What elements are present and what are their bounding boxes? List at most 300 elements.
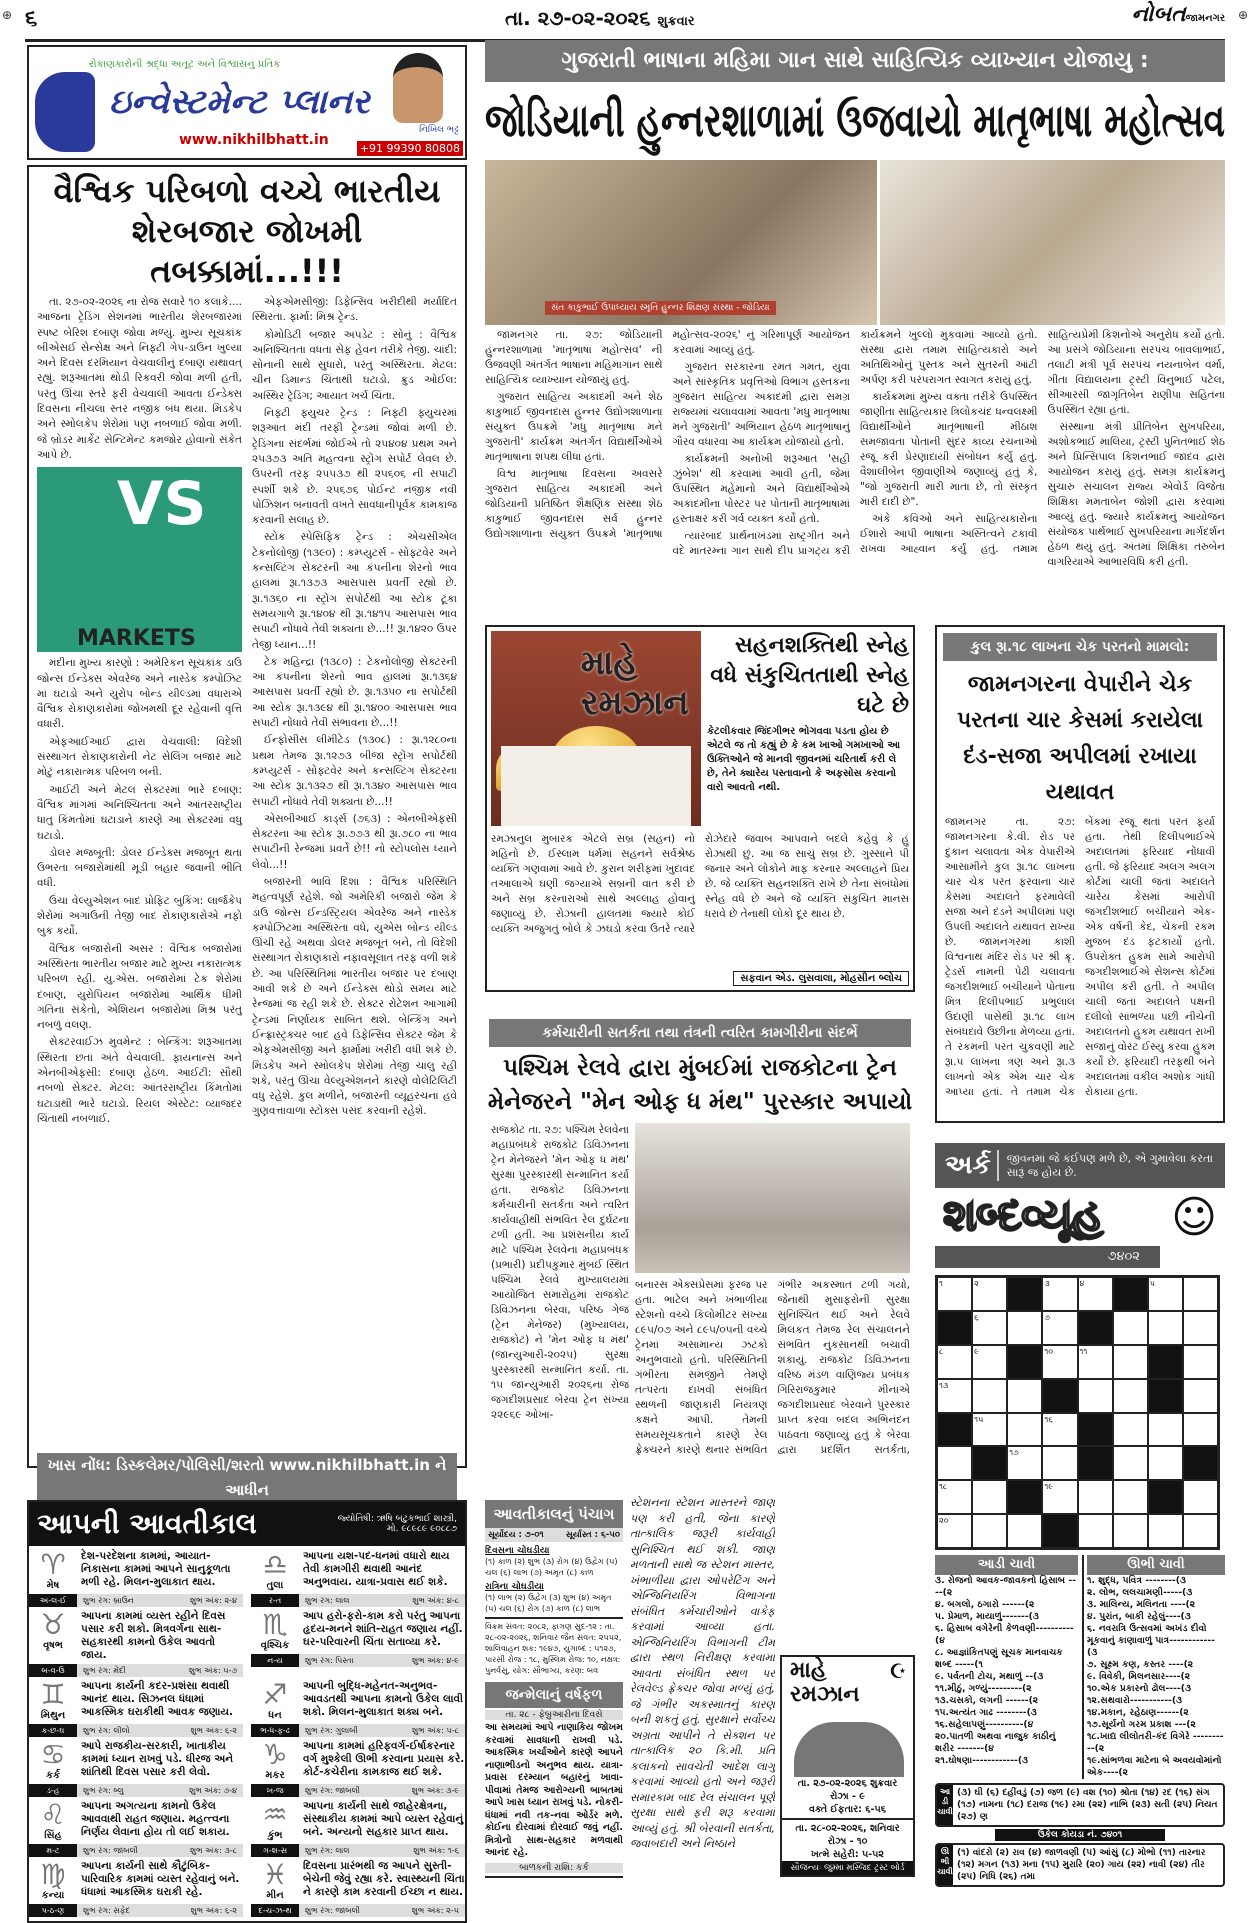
quote-label: અર્ક [939, 1150, 999, 1181]
zodiac-5-icon: ♐ [262, 1678, 288, 1711]
day-choghadiya-label: દિવસના ચોઘડીયા [485, 1546, 550, 1556]
ramzan-headline: સહનશક્તિથી સ્નેહ વધે સંકુચિતતાથી સ્નેહ ઘટે છે [710, 633, 909, 718]
cheque-article [935, 625, 1225, 1123]
award-photo [635, 1123, 910, 1273]
sign-icon-wrap [251, 1800, 299, 1842]
market-paragraph: નિફ્ટી ફ્યુચર ટ્રેન્ડ : નિફ્ટી ફ્યુચરમાં શરૂઆત મંદી તરફી ટ્રેન્ડમાં જોવાં મળી છે. ટ્રેડિંગના સંદર્ભમાં જોઈએ તો ૨૫૪૦૪ પ્રથમ અને ૨૫૩૭૩ અતિ મહત્વના સ્ટ્રોંગ સપોર્ટ લેવલ છે. ઉપરની તરફ ૨૫૫૩૭ થી ૨૫૬૦૬ ની સપાટી સ્પર્શી શકે છે. ૨૫૬૭૬ પોઈન્ટ નજીક નવી પોઝિશન બનાવતી વખતે સાવધાનીપૂર્વક કામકાજ કરવાની સલાહ છે. [252, 407, 457, 527]
sunset: સૂર્યાસ્ત : ૬-૫૦ [565, 1530, 620, 1540]
iftar-time: વક્તે ઈફતાર: ૬-૫૬ [808, 1804, 887, 1815]
crossword-cell [1007, 1311, 1042, 1345]
zodiac-8-icon: ♌ [40, 1798, 66, 1831]
sign-letters: ન-ય [251, 1654, 299, 1667]
crossword-cell [1183, 1413, 1218, 1447]
crossword-cell [1113, 1514, 1148, 1548]
ramzan-byline: સફવાન એડ. લુસવાલા, મોહસીન બ્લોચ [733, 971, 909, 986]
sign-text: આપના કામમાં વ્યસ્ત રહીને દિવસ પસાર કરી શકો. મિત્રવર્ગના સાથ-સહકારથી કામનો ઉકેલ આવતો જાય. [81, 1610, 226, 1661]
lead-paragraph: સંસ્થાના મંત્રી પ્રીતિબેન સુખપરિયા, અશોકભાઈ માલિયા, ટ્રસ્ટી પુનિતભાઈ શેઠ અને પ્રિન્સિપાલ કિશનભાઈ જાદવ દ્વારા આયોજન કરાયું હતું. સમગ્ર કાર્યક્રમનું સુચારુ સંચાલન રાજ્ય એવોર્ડ વિજેતા શિક્ષિકા મમતાબેન જોશી દ્વારા કરવામાં આવ્યું હતું. જ્યારે કાર્યક્રમનું આયોજન સંયોજક પાર્થભાઈ સુખપરિયાના માર્ગદર્શન હેઠળ થયું હતું. અંતમાં શિક્ષિકા તરુબેન વાગરિયાએ આભારવિધિ કરી હતી. [1047, 421, 1225, 568]
horoscope-title: આપની આવતીકાલ [37, 1507, 257, 1540]
crossword-cell [937, 1379, 972, 1413]
crossword-cell [1042, 1345, 1077, 1379]
sign-row [251, 1610, 465, 1652]
cell-number: ૧૭ [1009, 1448, 1019, 1458]
lucky-number: શુભ અંક: ૪-૮ [412, 1594, 465, 1607]
down-clue: ૧૮.ખાદ્ય લીલોતરી-કંદ વિગેરે ----------(૨ [1087, 1731, 1224, 1754]
crossword-cell [1042, 1311, 1077, 1345]
investment-planner-ad [27, 45, 467, 160]
rambox-title: માહે રમઝાન [790, 1658, 860, 1707]
horoscope-sign [29, 1800, 243, 1857]
crossword-cell [972, 1413, 1007, 1447]
ad-brand: ઇન્વેસ્ટમેન્ટ પ્લાનર [109, 82, 370, 122]
down-clue: ૪. પુરાંત, બાકી રહેલું----(૩ [1087, 1611, 1191, 1622]
day-text: શુક્રવાર [657, 14, 695, 29]
sign-letters: ખ-જ [251, 1784, 299, 1797]
down-clue: ૧૯.સાંભળવા માટેના બે અવયવોમાંનો એક----(૨ [1087, 1755, 1222, 1778]
sign-name: મીન [266, 1890, 284, 1901]
newspaper-logo [1132, 2, 1226, 27]
cartoon-face-icon: ☺ [1171, 1192, 1217, 1243]
crossword-cell [937, 1345, 972, 1379]
birthday-text: આ સમયમાં આપે નાણાકિય જોખમ કરવામાં સાવધાની રાખવી પડે. આકસ્મિક ખર્ચાઓને કારણે આપને નાણાભીડનો અનુભવ થાય. યાત્રા-પ્રવાસ દરમ્યાન બહારનું ખાવા-પીવામાં તેમજ આરોગ્યની બાબતમાં આપે ખાસ ધ્યાન રાખવું પડે. નોકરી-ધંધામાં નવી તક-નવા ઓર્ડર મળે. કોઈના દોરવામાં દોરવાઈ જવું નહીં. મિત્રોનો સાથ-સહકાર મળવાથી આનંદ રહે. [485, 1722, 623, 1858]
sign-text: દિવસના પ્રારંભથી જ આપને સુસ્તી-બેચેની જેવું રહ્યા કરે. સ્વાસ્થ્યની ચિંતા ને કારણે કામ કરવાની ઈચ્છા ન થાય. [303, 1860, 465, 1898]
lucky-color: શુભ રંગ: લાલ [299, 1594, 412, 1607]
birthday-forecast [485, 1682, 623, 1878]
portrait-photo [393, 53, 443, 123]
horoscope-section [27, 1500, 467, 1923]
cell-number: ૧ [939, 1279, 943, 1288]
sign-info-bar [29, 1594, 243, 1607]
sign-icon-wrap [251, 1550, 299, 1592]
cell-number: ૩ [1044, 1279, 1050, 1288]
lucky-color: શુભ રંગ: બ્રાઉન [77, 1594, 190, 1607]
black-cell [1148, 1480, 1183, 1514]
market-paragraph: વૈશ્વિક બજારોની અસર : વૈશ્વિક બજારોમાં અસ્થિરતા ભારતીય બજાર માટે મુખ્ય નકારાત્મક પરિબળ રહી. યુ.એસ. બજારોમાં ટેક શેરોમાં દબાણ, યુરોપિયન બજારોમાં આર્થિક ધીમી ગતિના સંકેતો, એશિયન બજારોમાં મિશ્ર પરંતુ નબળું વલણ. [37, 942, 242, 1032]
down-clue: ૧૦.એક પ્રકારનો ઢોલ----(૩ [1087, 1683, 1192, 1694]
across-clue: ૨૧.ઘોષણા------------(૩ [935, 1755, 1029, 1766]
sign-info-bar [251, 1724, 465, 1737]
rail-body-3: સ્ટેશનના સ્ટેશન માસ્તરને જાણ પણ કરી હતી, જેના કારણે તાત્કાલિક જરૂરી કાર્યવાહી સુનિશ્ચિત થઈ શકી. જાણ મળતાની સાથે જ સ્ટેશન માસ્તર, ખંભાળીયા દ્વારા ઓપરેટિંગ અને એન્જિનિયરિંગ વિભાગના સંબંધિત કર્મચારીઓને વાકેફ કરવામાં આવ્યા હતા. એન્જિનિયરિંગ વિભાગની ટીમ દ્વારા સ્થળ નિરીક્ષણ કરવામાં આવતા સંબંધિત સ્થળ પર રેલવેલ્ડ ફ્રેક્ચર જોવા મળ્યું હતું, જે ગંભીર અકસ્માતનું કારણ બની શકતું હતું. સુરક્ષાને સર્વોચ્ચ અગ્રતા આપીને તે સેક્શન પર તાત્કાલિક ૨૦ કિ.મી. પ્રતિ કલાકનો સાવચેતી આદેશ લાગુ કરવામાં આવ્યો હતો અને જરૂરી સમારકામ બાદ રેલ સંચાલન પૂર્ણ સુરક્ષા સાથે ફરી શરૂ કરવામાં આવ્યું હતું. શ્રી બેરવાની સતર્કતા, જવાબદારી અને નિષ્ઠાને [630, 1496, 775, 1850]
market-paragraph: સેક્ટરવાઈઝ મુવમેન્ટ : બેન્કિંગ: શરૂઆતમાં સ્થિરતા છતાં અંતે વેચવાલી. ફાયનાન્સ અને એનબીએફસી: દબાણ હેઠળ. આઈટી: સૌથી નબળો સેક્ટર. મેટલ: આંતરરાષ્ટ્રીય કિંમતોમાં ઘટાડાથી ભારે ઘટાડો. રિયલ એસ્ટેટ: વ્યાજદર ચિંતાથી નબળાઈ. [37, 1036, 242, 1125]
astrologer-phone: મો. ૯૮૯૮૯ ૯૦૮૮૭ [387, 1524, 457, 1534]
market-paragraph: મંદીના મુખ્ય કારણો : અમેરિકન સૂચકાંક ડાઉ જોન્સ ઈન્ડેક્સ એવરેજ અને નાસ્ડેક કમ્પોઝિટ માં ઘટાડો અને યુરોપ બોન્ડ યીલ્ડમાં વધારાએ વૈશ્વિક રોકાણકારોમાં જોખમથી દૂર રહેવાની વૃત્તિ વધારી. [37, 657, 242, 731]
ans-across-label: આડી ચાવી [937, 1785, 953, 1825]
across-clue: ૨૦.પાતળી અથવા નાજુક કાઠીનું શરીર -------(૪ [935, 1731, 1056, 1754]
ad-url: www.nikhilbhatt.in [179, 132, 329, 148]
photo-banner-text: સંત કાકુભાઈ ઉપાધ્યાય સ્મૃતિ હુન્નર શિક્ષણ સંસ્થા - જોડિયા [545, 301, 776, 315]
black-cell [1148, 1345, 1183, 1379]
down-clue: ૧૭.સૂર્યનો ગરમ પ્રકાશ ---(૨ [1087, 1719, 1196, 1730]
down-clue: ૬. નવરાત્રિ ઉત્સવમાં અખંડ દીવો મૂકવાનું કાણાવાળું પાત્ર------------(૩ [1087, 1623, 1215, 1658]
down-clue: ૨. લોભ, લલચામણી-----(૩ [1087, 1587, 1193, 1598]
sign-name: કન્યા [41, 1890, 65, 1901]
sign-text: આપે રાજકીય-સરકારી, ખાતાકીય કામમાં ધ્યાન રાખવું પડે. ધીરજ અને શાંતિથી દિવસ પસાર કરી લેવો. [81, 1740, 234, 1778]
market-paragraph: કોમોડિટી બજાર અપડેટ : સોનું : વૈશ્વિક અનિશ્ચિતતા વધતા સેફ હેવન તરીકે તેજી. ચાંદી: સોનાની સાથે સુધારો, પરંતુ અસ્થિરતા. મેટલ: ચીન ડિમાન્ડ ચિંતાથી ઘટાડો. ક્રુડ ઓઈલ: અસ્થિર ટ્રેડિંગ; આયાત ખર્ચ ચિંતા. [252, 328, 457, 402]
market-paragraph: બજારની ભાવિ દિશા : વૈશ્વિક પરિસ્થિતિ મહત્વપૂર્ણ રહેશે. જો અમેરિકી બજારો જેમ કે ડાઉ જોન્સ ઈન્ડસ્ટ્રિયલ એવરેજ અને નાસ્ડેક કમ્પોઝિટમાં અસ્થિરતા વધે, યુએસ બોન્ડ યીલ્ડ ઊંચી રહે અથવા ડોલર મજબૂત બને, તો વિદેશી સંસ્થાગત રોકાણકારો નફાવસૂલાત તરફ વળી શકે છે. આ પરિસ્થિતિમાં ભારતીય બજાર પર દબાણ આવી શકે છે અને ઈન્ડેક્સ થોડો સમય માટે રેન્જમાં જ રહી શકે છે. સેક્ટર રોટેશન આગામી ટ્રેન્ડમાં નિર્ણાયક સાબિત થશે. બેન્કિંગ અને ઈન્ફ્રાસ્ટ્રક્ચર બાદ હવે ડિફેન્સિવ સેક્ટર જેમ કે એફએમસીજી અને ફાર્મામાં ખરીદી વધી શકે છે. મિડકેપ અને સ્મોલકેપ શેરોમાં તેજી ચાલુ રહી શકે, પરંતુ ઊંચા વેલ્યુએશનને કારણે વોલેટિલિટી વધુ રહેશે. કુલ મળીને, બજારની વ્યૂહરચના હવે ગુણવત્તાવાળા સ્ટોક્સ પસંદ કરવાની રહેશે. [252, 875, 457, 1118]
sign-name: વૃષભ [43, 1640, 63, 1651]
horoscope-grid [29, 1546, 465, 1921]
sign-text: આપના કાર્યની સાથે જાહેરક્ષેત્રના, સંસ્થાકીય કામમાં આપે વ્યસ્ત રહેવાનું બને. અન્યનો સહકાર પ્રાપ્ત થાય. [303, 1800, 464, 1838]
across-clue: ૮. આજ્ઞાંકિતપણું સૂચક માનવાચક શબ્દ -----(૧ [935, 1647, 1063, 1670]
issue-date [505, 6, 695, 30]
cell-number: ૧૮ [939, 1482, 948, 1492]
sign-letters: ગ-શ-સ [251, 1844, 299, 1857]
crossword-cell [1113, 1480, 1148, 1514]
crossword-cell [937, 1480, 972, 1514]
black-cell [1007, 1345, 1042, 1379]
sign-row [29, 1800, 243, 1842]
crossword-cell [1148, 1277, 1183, 1311]
rambox-sponsor: સૌજન્યઃ જુમ્મા મસ્જિદ ટ્રસ્ટ બોર્ડ [782, 1861, 913, 1875]
crossword-cell [1148, 1311, 1183, 1345]
ramzan-body: રમઝાનુલ મુબારક એટલે સબ્ર (સહન) નો મહિનો છે. ઈસ્લામ ધર્મમાં સહનને સર્વશ્રેષ્ઠ વ્યક્તિ ગણવામાં આવે છે. કુરાન શરીફમાં ખુદાવંદ તઆલાએ ઘણી જગ્યાએ સબ્રની વાત કરી છે અને સબ્ર કરનારાઓ સાથે અલ્લાહ હોવાનું જણાવ્યું છે. રોઝાની હાલતમાં જ્યારે કોઈ વ્યક્તિ અજુગતું બોલે કે ઝઘડો કરવા ઉતરે ત્યારે રોઝેદારે જવાબ આપવાને બદલે કહેવું કે હું રોઝાથી છું. આ જ સાચું સબ્ર છે. ગુસ્સાને પી જનાર અને લોકોને માફ કરનાર અલ્લાહને પ્રિય છે. જે વ્યક્તિ સહનશક્તિ રાખે છે તેના સંબંધોમાં સ્નેહ વધે છે અને જે વ્યક્તિ સંકુચિત માનસ ધરાવે છે તેનાથી લોકો દૂર થાય છે. [491, 833, 909, 935]
crossword-cell [1183, 1311, 1218, 1345]
child-rashi: બાળકની રાશિ: કર્ક [485, 1863, 623, 1873]
zodiac-7-icon: ♑ [262, 1738, 288, 1771]
crossword-cell [1078, 1480, 1113, 1514]
roza-2: રોઝા - ૧૦ [827, 1836, 868, 1847]
crossword-cell [1113, 1446, 1148, 1480]
horoscope-sign [251, 1610, 465, 1677]
market-paragraph: સ્ટોક સ્પેસિફિક ટ્રેન્ડ : એચસીએલ ટેકનોલોજી (૧૩૯૦) : કમ્પ્યુટર્સ - સોફ્ટવેર અને કન્સલ્ટિંગ સેક્ટરની આ કંપનીના શેરનો ભાવ હાલમાં રૂા.૧૩૭૩ આસપાસ પ્રવર્તી રહ્યો છે. રૂા.૧૩૬૦ ના સ્ટ્રોંગ સપોર્ટથી આ સ્ટોક ટૂંકા સમયગાળે રૂા.૧૪૦૪ થી રૂા.૧૪૧૫ આસપાસ ભાવ સપાટી નોંધાવે તેવી શક્યતા છે...!! રૂા.૧૪૨૦ ઉપર તેજી ધ્યાન...!! [252, 531, 457, 651]
zodiac-10-icon: ♍ [40, 1858, 66, 1891]
cell-number: ૧૦ [1044, 1346, 1054, 1356]
horoscope-sign [29, 1610, 243, 1677]
sign-icon-wrap [29, 1550, 77, 1592]
crossword-cell [1148, 1446, 1183, 1480]
lucky-color: શુભ રંગ: મેંદી [77, 1664, 189, 1677]
cell-number: ૧૧ [1079, 1346, 1088, 1356]
cell-number: ૨૦ [939, 1516, 949, 1526]
sign-info-bar [29, 1784, 243, 1797]
lucky-color: શુભ રંગ: જાંબલી [299, 1784, 412, 1797]
market-paragraph: ઉંચા વેલ્યુએશન બાદ પ્રોફિટ બુકિંગ: લાર્જકેપ શેરોમાં અગાઉની તેજી બાદ રોકાણકારોએ નફો બુક કર્યો. [37, 894, 242, 938]
crossword-cell [1113, 1311, 1148, 1345]
cell-number: ૧૬ [1044, 1414, 1053, 1424]
sign-text: આપના કાર્યની સાથે કૌટુંબિક-પારિવારિક કામમાં વ્યસ્ત રહેવાનું બને. ધંધામાં આકસ્મિક ઘરાકી રહે. [81, 1860, 240, 1898]
lead-body [485, 328, 1225, 618]
sign-row [251, 1740, 465, 1782]
lucky-number: શુભ અંક: ૭-૪ [189, 1784, 243, 1797]
down-clue: ૧૨.સથવારો-----------(૩ [1087, 1695, 1183, 1706]
sign-icon-wrap [251, 1610, 299, 1652]
ad-name: નિખિલ ભટ્ટ [419, 125, 459, 135]
zodiac-4-icon: ♊ [40, 1678, 66, 1711]
market-paragraph: એસબીઆઈ કાર્ડ્સ (૭૬૩) : એનબીએફસી સેક્ટરના આ સ્ટોક રૂા.૭૭૩ થી રૂા.૭૮૦ ના ભાવ સપાટીની રેન્જમાં પ્રવર્તે છે!! નો સ્ટોપલોસ ધ્યાને લેવો...!! [252, 812, 457, 871]
cell-number: ૧૯ [1044, 1482, 1054, 1492]
crossword-cell [1078, 1277, 1113, 1311]
sign-letters: દ-ચ-ઝ-થ [251, 1904, 299, 1917]
crossword-grid [935, 1275, 1220, 1550]
black-cell [1183, 1446, 1218, 1480]
sign-name: વૃશ્ચિક [260, 1640, 290, 1651]
sign-text: આપ હરો-ફરો-કામ કરો પરંતુ આપના હૃદય-મનને શાંતિ-રાહત જણાય નહીં. ઘર-પરિવારની ચિંતા સતાવ્યા કરે. [303, 1610, 463, 1648]
vs-markets-image [37, 467, 242, 652]
black-cell [937, 1311, 972, 1345]
crossword-cell [937, 1446, 972, 1480]
zodiac-6-icon: ♋ [40, 1738, 66, 1771]
lucky-number: શુભ અંક: ૧-૬ [413, 1844, 465, 1857]
lucky-number: શુભ અંક: ૬-૨ [191, 1724, 244, 1737]
lucky-number: શુભ અંક: ૫-૮ [412, 1724, 465, 1737]
market-paragraph: ઈન્ફોસીસ લીમીટેડ (૧૩૦૮) : રૂા.૧૨૮૦ના પ્રથમ તેમજ રૂા.૧૨૭૩ બીજા સ્ટ્રોંગ સપોર્ટથી કમ્પ્યુટર્સ - સોફ્ટવેર અને કન્સલ્ટિંગ સેક્ટરના આ સ્ટોક રૂા.૧૩૨૭ થી રૂા.૧૩૪૦ આસપાસ ભાવ સપાટી નોંધાવે તેવી શક્યતા છે...!! [252, 734, 457, 808]
across-clue: ૧૩.ચસકો, લગની ------(૨ [935, 1695, 1039, 1706]
sign-name: ધન [268, 1710, 282, 1721]
logo-text: નોબત [1131, 2, 1186, 27]
lead-paragraph: ગુજરાત સરકારના રમત ગમત, યુવા અને સાંસ્કૃતિક પ્રવૃત્તિઓ વિભાગ હસ્તકના ગુજરાત સાહિત્ય અકાદમી દ્વારા સમગ્ર રાજ્યમાં ચલાવવામાં આવતા 'મધુ માતૃભાષા મને ગુજરાતી' અભિયાન હેઠળ માતૃભાષાનું ગૌરવ વધારવા આ કાર્યક્રમ યોજાયો હતો. [672, 361, 850, 448]
crossword-cell [972, 1345, 1007, 1379]
previous-solution [935, 1783, 1225, 1887]
ad-tagline: રોકાણકારોની શ્રદ્ધા અતૂટ અને વિશ્વાસનું પ્રતિક [89, 59, 281, 70]
cell-number: ૮ [939, 1346, 944, 1356]
horoscope-sign [251, 1680, 465, 1737]
sign-letters: ક-છ-ઘ [29, 1724, 77, 1737]
sign-text: આપના કામમાં હરિફવર્ગ-ઈર્ષાકરનાર વર્ગ મુશ્કેલી ઊભી કરવાના પ્રયાસ કરે. કોર્ટ-કચેરીના કામકાજ થઈ શકે. [303, 1740, 465, 1778]
crossword-cell [1113, 1413, 1148, 1447]
horoscope-sign [251, 1740, 465, 1797]
lead-paragraph: વિશ્વ માતૃભાષા દિવસના અવસરે ગુજરાત સાહિત્ય અકાદમી અને જોડિયાની પ્રતિષ્ઠિત શૈક્ષણિક સંસ્થા શેઠ કાકુભાઈ જીવનદાસ સર્વ હુન્નર ઉદ્યોગશાળાના સંયુક્ત ઉપક્રમે 'માતૃભાષા મહોત્સવ-૨૦૨૬' નું ગરિમાપૂર્ણ આયોજન કરવામાં આવ્યું હતું. [485, 329, 850, 540]
black-cell [1007, 1480, 1042, 1514]
crossword-cell [1183, 1277, 1218, 1311]
lucky-number: શુભ અંક: ૬-૨ [191, 1904, 244, 1917]
across-clue: ૬. હિસાબ વગેરેની કેળવણી----------(૪ [935, 1623, 1074, 1646]
ramzan-image-title: માહે રમઝાન [581, 643, 689, 723]
ans-down-label: ઊભી ચાવી [937, 1845, 953, 1885]
black-cell [1078, 1311, 1113, 1345]
ad-phone: +91 99390 80808 [357, 141, 463, 156]
sign-row [29, 1550, 243, 1592]
sign-text: આપના યશ-પદ-ધનમાં વધારો થાય તેવી કામગીરી થવાથી આનંદ અનુભવાય. યાત્રા-પ્રવાસ થઈ શકે. [303, 1550, 450, 1588]
lucky-number: શુભ અંક: ૫-૭ [189, 1664, 243, 1677]
registration-mark: ⊕ [2, 8, 13, 22]
lucky-number: શુભ અંક: ૩-૯ [412, 1784, 465, 1797]
cheque-body: જામનગર તા. ૨૭: જામનગરના કે.વી. રોડ પર દુકાન ચલાવતા એક વેપારીએ આસામીને કુલ રૂા.૧૮ લાખના ચાર ચેક પરત ફરવાના ચાર કેસમાં અદાલતે ફરમાવેલી સજા અને દંડને અપીલમાં પણ ઉપલી અદાલતે યથાવત રાખ્યા છે. જામનગરમાં કાશી વિશ્વનાથ મંદિર રોડ પર શ્રી ક્રૃ. ટ્રેડર્સ નામની પેઢી ચલાવતા જગદીશભાઈ બચીયાને પોતાના મિત્ર દિલીપભાઈ પ્રભુલાલ ઉદાણી પાસેથી રૂા.૧૮ લાખ સંબંધદાવે ઉછીના મેળવ્યા હતાં. તે રકમની પરત ચુકવણી માટે રૂા.૫ લાખના ત્રણ અને રૂા.૩ લાખનો એક એમ ચાર ચેક આપ્યા હતાં. તે તમામ ચેક બેંકમાં રજૂ થતાં પરત ફર્યા હતા. તેથી દિલીપભાઈએ અદાલતમાં ફરિયાદ નોંધાવી હતી. જે ફરિયાદ અલગ અલગ કોર્ટમાં ચાલી જતાં અદાલતે ચારેય કેસમાં આરોપી જગદીશભાઈ બચીયાને એક-એક વર્ષની કેદ, ચેકની રકમ મુજબ દંડ ફટકાર્યો હતો. ઉપરોક્ત હુકમ સામે આરોપી જગદીશભાઈએ સેશન્સ કોર્ટમાં અપીલ કરી હતી. તે અપીલ ચાલી જતાં અદાલતે પક્ષની દલીલો સાંભળ્યા પછી નીચેની અદાલતનો હુકમ યથાવત રાખી સજાનું વોરંટ ઈસ્યુ કરવા હુકમ કર્યો છે. ફરિયાદી તરફથી બંને અદાલતમાં વકીલ અશોક ગાંધી રોકાયા હતા. [945, 816, 1215, 1098]
lucky-color: શુભ રંગ: જાંબલી [299, 1904, 412, 1917]
horoscope-sign [29, 1740, 243, 1797]
event-photo-stage [485, 160, 877, 325]
bull-icon [35, 72, 95, 152]
black-cell [1113, 1277, 1148, 1311]
sign-name: મેષ [46, 1580, 60, 1591]
lucky-color: શુભ રંગ: પિસ્તા [299, 1654, 412, 1667]
sign-letters: બ-વ-ઉ [29, 1664, 77, 1677]
sign-name: તુલા [266, 1580, 284, 1591]
rail-body-1: રાજકોટ તા. ૨૭: પશ્ચિમ રેલવેના મહાપ્રબંધકે રાજકોટ ડિવિઝનના ટ્રેન મેનેજરને 'મેન ઓફ ધ મંથ' સુરક્ષા પુરસ્કારથી સન્માનિત કર્યા હતા. રાજકોટ ડિવિઝનના કર્મચારીની સતર્કતા અને ત્વરિત કાર્યવાહીથી સંભવિત રેલ દુર્ઘટના ટળી હતી. આ પ્રશંસનીય કાર્ય માટે પશ્ચિમ રેલવેના મહાપ્રબંધક (પ્રભારી) પ્રદીપકુમાર મુંબઈ સ્થિત પશ્ચિમ રેલવે મુખ્યાલયમાં આયોજિત સમારોહમાં રાજકોટ ડિવિઝનના બેરવા, પરિષ્ઠ ગેજ (ટ્રેન મેનેજર) (મુખ્યાલય, રાજકોટ) ને 'મેન ઓફ ધ મંથ' (જાન્યુઆરી-૨૦૨૫) સુરક્ષા પુરસ્કારથી સન્માનિત કર્યા. તા. ૧૫ જાન્યુઆરી ૨૦૨૬ના રોજ જગદીશપ્રસાદ બેરવા ટ્રેન સંખ્યા ૨૨૯૬૯ ઓખા- [491, 1124, 629, 1421]
market-body [37, 295, 457, 1460]
mosque-icon [782, 1657, 913, 1777]
cell-number: ૯ [974, 1346, 979, 1356]
market-paragraph: તા. ૨૭-૦૨-૨૦૨૬ ના રોજ સવારે ૧૦ કલાકે.... આજના ટ્રેડિંગ સેશનમાં ભારતીય શેરબજારમાં સ્પષ્ટ બેરિશ દબાણ જોવા મળ્યું. મુખ્ય સૂચકાંક બીએસઈ સેન્સેક્ષ અને નિફ્ટી ગેપ-ડાઉન ખુલ્યા અને દિવસ દરમિયાન વેચવાલીનું દબાણ યથાવત્ રહ્યું. શરૂઆતમાં થોડી રિકવરી જોવા મળી હતી, પરંતુ ઊંચા સ્તરે ફરી વેચવાલી આવતા ઈન્ડેક્સ દિવસના નીચલા સ્તર નજીક બંધ થયા. મિડકેપ અને સ્મોલકેપ શેરોમાં પણ નબળાઈ જોવા મળી. જે બ્રોડર માર્કેટ સેન્ટિમેન્ટ કમજોર હોવાનો સંકેત આપે છે. [37, 296, 242, 461]
cell-number: ૭ [1044, 1312, 1050, 1322]
black-cell [1042, 1514, 1077, 1548]
sign-letters: ભ-ધ-ફ-ઢ [251, 1724, 299, 1737]
astrologer-name: જ્યોતિષી: ઋષિ બટુકભાઈ શાસ્ત્રી, [337, 1514, 457, 1524]
sign-info-bar [251, 1844, 465, 1857]
sign-letters: ડ-હ [29, 1784, 77, 1797]
birthday-date: તા. ૨૮ - ફેબ્રુઆરીના દિવસે [485, 1710, 623, 1720]
ramzan-date-1: તા. ૨૭-૦૨-૨૦૨૬ શુક્રવાર [797, 1778, 898, 1789]
crossword-title: શબ્દવ્યૂહ [943, 1190, 1103, 1241]
cell-number: ૪ [1079, 1279, 1085, 1288]
ramzan-date-2: તા. ૨૮-૦૨-૨૦૨૬, શનિવાર [795, 1823, 900, 1834]
sign-row [29, 1740, 243, 1782]
horoscope-sign [251, 1860, 465, 1917]
sign-icon-wrap [29, 1610, 77, 1662]
lucky-color: શુભ રંગ: લાલ [299, 1844, 413, 1857]
sign-letters: અ-લ-ઈ [29, 1594, 77, 1607]
across-title: આડી ચાવી [935, 1555, 1078, 1575]
black-cell [1042, 1379, 1077, 1413]
crossword-cell [1042, 1413, 1077, 1447]
crossword-clues-and-solution [935, 1555, 1225, 1889]
sign-icon-wrap [29, 1740, 77, 1782]
ramzan-article [485, 625, 915, 992]
markets-label: MARKETS [77, 625, 196, 651]
sign-text: આપના અગત્યના કામનો ઉકેલ આવવાથી રાહત જણાય. મહત્ત્વના નિર્ણય લેવાના હોય તો લઈ શકાય. [81, 1800, 230, 1838]
lucky-number: શુભ અંક: ૩-૮ [190, 1844, 243, 1857]
sign-row [251, 1800, 465, 1842]
sign-name: મકર [265, 1770, 285, 1781]
down-clue: ૧૪.મકાન, રહેઠાણ------(૨ [1087, 1707, 1189, 1718]
black-cell [1078, 1413, 1113, 1447]
sign-info-bar [251, 1654, 465, 1667]
solution-label: ઉકેલ કોયડા નં. ૭૪૦૧ [995, 1829, 1165, 1841]
market-paragraph: એફઆઈઆઈ દ્વારા વેચવાલી: વિદેશી સંસ્થાગત રોકાણકારોની નેટ સેલિંગ બજાર માટે મોટું નકારાત્મક પરિબળ બની. [37, 735, 242, 779]
crossword-cell [1042, 1480, 1077, 1514]
market-paragraph: ટેક મહિન્દ્રા (૧૩૮૦) : ટેકનોલોજી સેક્ટરની આ કંપનીના શેરનો ભાવ હાલમાં રૂા.૧૩૬૪ આસપાસ પ્રવર્તી રહ્યો છે. રૂા.૧૩૫૦ ના સપોર્ટથી આ સ્ટોક રૂા.૧૩૯૪ થી રૂા.૧૪૦૦ આસપાસ ભાવ સપાટી નોંધાવે તેવી સંભાવના છે...!! [252, 655, 457, 730]
zodiac-9-icon: ♒ [262, 1798, 288, 1831]
crossword-cell [972, 1514, 1007, 1548]
ramzan-lead: કેટલીકવાર જિંદગીભર ભોગવવા પડતા હોય છે એટલે જ તો કહ્યું છે કે કમ ખાઓ ગમખાઓ આ ઉક્તિઓને જે માનવી જીવનમાં ચરિતાર્થ કરી લે છે, તેને ક્યારેય પસ્તાવાનો કે અફસોસ કરવાનો વારો આવતો નથી. [707, 726, 901, 793]
rail-headline: પશ્ચિમ રેલવે દ્વારા મુંબઈમાં રાજકોટના ટ્રેન મેનેજરને "મેન ઓફ ધ મંથ" પુરસ્કાર અપાયો [487, 1055, 913, 1115]
sign-icon-wrap [29, 1800, 77, 1842]
sign-info-bar [29, 1724, 243, 1737]
zodiac-0-icon: ♈ [40, 1548, 66, 1581]
zodiac-3-icon: ♏ [262, 1608, 288, 1641]
sign-letters: ર-ત [251, 1594, 299, 1607]
lucky-color: શુભ રંગ: જાંબલી [77, 1844, 190, 1857]
mosque-illustration [491, 631, 701, 826]
sehri-time: ખત્મે સહેરી: ૫-૫૨ [811, 1849, 884, 1860]
page-number: ૬ [25, 6, 38, 31]
cell-number: ૬ [974, 1312, 979, 1322]
sign-info-bar [251, 1784, 465, 1797]
panchang-box [485, 1500, 623, 1676]
crossword-cell [972, 1311, 1007, 1345]
panchang-info: વિક્રમ સંવત: ૨૦૮૨, ફાગણ સુદ-૧૨ : તા. ૨૮-૦૨-૨૦૨૬, શનિવાર જૈન સંવત: ૨૫૫૨, શાલિવાહન શક: ૧૯૪૭, યુગાબ્દ : ૫૧૨૭, પારસી રોજ : ૧૮, મુસ્લિમ રોજ: ૧૦, નક્ષત્ર: પુનર્વસુ, યોગ: સૌભાગ્ય, કરણ: બવ [485, 1617, 623, 1676]
night-choghadiya: (૧) લાભ (૨) ઉદ્વેગ (૩) શુભ (૪) અમૃત (૫) ચલ (૬) રોગ (૭) કાળ (૮) લાભ [485, 1593, 612, 1613]
sign-text: આપની બુદ્ધિ-મહેનત-અનુભવ-આવડતથી આપના કામનો ઉકેલ લાવી શકો. મિલન-મુલાકાત શક્ય બને. [303, 1680, 464, 1718]
sign-icon-wrap [251, 1680, 299, 1722]
left-info-stack [485, 1500, 623, 1878]
crossword-cell [1148, 1514, 1183, 1548]
market-headline: વૈશ્વિક પરિબળો વચ્ચે ભારતીય શેરબજાર જોખમી તબક્કામાં...!!! [53, 172, 441, 290]
zodiac-11-icon: ♓ [262, 1858, 288, 1891]
crossword-cell [937, 1277, 972, 1311]
horoscope-sign [29, 1550, 243, 1607]
cheque-kicker: કુલ રૂા.૧૮ લાખના ચેક પરતનો મામલો: [943, 633, 1217, 661]
market-paragraph: ડોલર મજબૂતી: ડોલર ઈન્ડેક્સ મજબૂત થતા ઉભરતા બજારોમાંથી મૂડી બહાર જવાની ભીતિ વધી. [37, 846, 242, 890]
crossword-number: ૭૪૦૨ [935, 1246, 1160, 1268]
sign-info-bar [29, 1664, 243, 1677]
ans-down: (૧) વાંદરો (૨) રાવ (૪) જાળવણી (૫) આંસું (૮) મોભો (૧૧) તારનાર (૧૨) મગન (૧૩) મના (૧૫) મુરારિ (૨૦) ગાય (૨૨) નાવી (૨૪) તીર (૨૫) નિધિ (૨૬) તમા [957, 1848, 1206, 1882]
crossword-cell [972, 1277, 1007, 1311]
cell-number: ૨ [974, 1279, 979, 1288]
sunrise: સૂર્યોદય : ૭-૦૧ [488, 1530, 544, 1540]
horoscope-sign [251, 1800, 465, 1857]
vs-label: VS [117, 469, 207, 540]
lucky-color: શુભ રંગ: સફેદ [77, 1904, 191, 1917]
sign-row [251, 1550, 465, 1592]
day-choghadiya: (૧) કાળ (૨) શુભ (૩) રોગ (૪) ઉદ્વેગ (૫) ચલ (૬) લાભ (૭) અમૃત (૮) કાળ [485, 1557, 618, 1577]
crossword-cell [1113, 1345, 1148, 1379]
sign-info-bar [251, 1594, 465, 1607]
across-clue: ૧૧.મીઠું, ગળ્યું---------(૨ [935, 1683, 1032, 1694]
cell-number: ૧૩ [939, 1380, 949, 1390]
sign-icon-wrap [29, 1680, 77, 1722]
sign-icon-wrap [251, 1860, 299, 1902]
sign-row [29, 1860, 243, 1902]
lead-kicker: ગુજરાતી ભાષાના મહિમા ગાન સાથે સાહિત્યિક વ્યાખ્યાન યોજાયુ : [485, 40, 1225, 82]
rail-kicker: કર્મચારીની સતર્કતા તથા તંત્રની ત્વરિત કામગીરીના સંદર્ભે [489, 1019, 911, 1047]
ans-across: (૩) ઘી (૬) દહીંવડું (૭) જળ (૯) વશ (૧૦) શ્રોતા (૧૪) રદ (૧૬) સંગ (૧૭) નામના (૧૮) દરાજ (૧૯) રમા (૨૨) નાભિ (૨૩) સતી (૨૫) નિયત (૨૭) ણ [957, 1788, 1218, 1822]
crossword-cell [1007, 1413, 1042, 1447]
page-header [25, 0, 1225, 42]
lucky-color: શુભ રંગ: ગુલાબી [299, 1724, 412, 1737]
rail-body-2: બનારસ એક્સપ્રેસમાં ફરજ પર હતા. ભાટેલ અને ખંભાળીયા સ્ટેશનો વચ્ચે કિલોમીટર સંખ્યા ૮૯૫/૦૭ અને ૮૯૫/૦૫ની વચ્ચે ટ્રેનમાં અસામાન્ય ઝટકો અનુભવાયો હતો. પરિસ્થિતિની ગંભીરતા સમજીને તેમણે તત્પરતા દાખવી સંબંધિત સ્થળની જાણકારી નિયંત્રણ કક્ષને આપી. તેમની સમયસૂચકતાને કારણે રેલ ફ્રેક્ચરને કારણે થનાર સંભવિત ગંભીર અકસ્માત ટળી ગયો, જેનાથી મુસાફરોની સુરક્ષા સુનિશ્ચિત થઈ અને રેલવે મિલકત તેમજ રેલ સંચાલનને સંભવિત નુકસાનથી બચાવી શકાયું. રાજકોટ ડિવિઝનના વરિષ્ઠ મંડળ વાણિજ્ય પ્રબંધક ગિરિરાજકુમાર મીનાએ જગદીશપ્રસાદ બેરવાને પુરસ્કાર પ્રાપ્ત કરવા બદલ અભિનંદન પાઠવતા જણાવ્યું હતું કે બેરવા દ્વારા પ્રદર્શિત સતર્કતા, [635, 1279, 910, 1456]
market-paragraph: એફએમસીજી: ડિફેન્સિવ ખરીદીથી મર્યાદિત સ્થિરતા. ફાર્મા: મિશ્ર ટ્રેન્ડ. [252, 296, 457, 324]
quote-text: જીવનમાં જે કંઈપણ મળે છે, એ ગુમાવેલા કરતા સારૂં જ હોય છે. [1006, 1151, 1213, 1179]
sign-name: કુંભ [267, 1830, 283, 1841]
sign-row [251, 1860, 465, 1902]
crossword-cell [1078, 1379, 1113, 1413]
black-cell [1148, 1379, 1183, 1413]
crossword-cell [1148, 1413, 1183, 1447]
lucky-number: શુભ અંક: ૪-૯ [412, 1654, 465, 1667]
crossword-cell [1183, 1379, 1218, 1413]
lucky-number: શુભ અંક: ૨-૪ [190, 1594, 243, 1607]
cheque-headline: જામનગરના વેપારીને ચેક પરતના ચાર કેસમાં કરાયેલા દંડ-સજા અપીલમાં રખાયા યથાવત [957, 672, 1203, 805]
across-clue: ૧૫.અત્યંત ગાઢ --------(૩ [935, 1707, 1037, 1718]
cell-number: ૧૫ [974, 1414, 984, 1424]
lead-paragraph: કાર્યક્રમની અનોખી શરૂઆત 'સહી ઝુંબેશ' થી કરવામાં આવી હતી, જેમાં ઉપસ્થિત મહેમાનો અને વિદ્યાર્થીઓએ અકાદમીના પોસ્ટર પર પોતાની માતૃભાષામાં હસ્તાક્ષર કરી ગર્વ વ્યક્ત કર્યો હતો. [672, 453, 850, 525]
lead-paragraph: કાર્યક્રમમાં મુખ્ય વક્તા તરીકે ઉપસ્થિત જાણીતા સાહિત્યકાર ત્રિલોકચંદ ધન્વલક્ષ્મી વિદ્યાર્થીઓને માતૃભાષાની મીઠાશ સમજાવતા પોતાની સુંદર કાવ્ય રચનાઓ રજૂ કરી પ્રેરણાદાયી સંબોધન કર્યું હતું. વૈશાલીબેન જીવાણીએ જણાવ્યું હતું કે, "જો ગુજરાતી મારી માતા છે, તો સંસ્કૃત મારી દાદી છે". [860, 391, 1038, 508]
lead-paragraph: ત્યારબાદ પ્રાર્થનાખંડમાં રાષ્ટ્રગીત અને વંદે માતરમ્ના ગાન સાથે દીપ પ્રાગટ્ય કરી કાર્યક્રમને ખુલ્લો મુકવામાં આવ્યો હતો. સંસ્થા દ્વારા તમામ સાહિત્યકારો અને અતિથિઓનું પુસ્તક અને સુતરની આંટી અર્પણ કરી પરંપરાગત સ્વાગત કરાયું હતું. [672, 329, 1038, 557]
down-clue: ૯. વિવેકી, મિલનસાર----(૨ [1087, 1671, 1191, 1682]
down-clue: ૩. માલિન્ય, મલિનતા ----(૨ [1087, 1599, 1196, 1610]
sign-name: કર્ક [45, 1770, 61, 1781]
birthday-title: જન્મેલાનું વર્ષફળ [485, 1682, 623, 1708]
disclaimer-bar: ખાસ નોંધ: ડિસ્કલેમર/પોલિસી/શરતો www.nikhilbhatt.in ને આધીન [37, 1453, 457, 1503]
sign-info-bar [29, 1844, 243, 1857]
quote-box [935, 1143, 1225, 1188]
lucky-color: શુભ રંગ: લીલો [77, 1724, 191, 1737]
sign-info-bar [251, 1904, 465, 1917]
sign-row [29, 1680, 243, 1722]
sign-name: સિંહ [44, 1830, 62, 1841]
crossword-cell [937, 1514, 972, 1548]
horoscope-sign [251, 1550, 465, 1607]
across-clue: ૩. રોજનો આવક-જાવકનો હિસાબ ----(૨ [935, 1575, 1077, 1598]
crossword-header [935, 1190, 1225, 1270]
zodiac-1-icon: ♎ [262, 1548, 288, 1581]
event-photo-students [880, 160, 1225, 325]
ramzan-timings-box [780, 1655, 915, 1877]
across-clue: ૯. પર્વતની ટોચ, મથાળું --(૩ [935, 1671, 1044, 1682]
date-text: તા. ૨૭-૦૨-૨૦૨૬ [505, 6, 651, 30]
sign-letters: મ-ટ [29, 1844, 77, 1857]
crossword-cell [1007, 1446, 1042, 1480]
crossword-cell [1183, 1514, 1218, 1548]
